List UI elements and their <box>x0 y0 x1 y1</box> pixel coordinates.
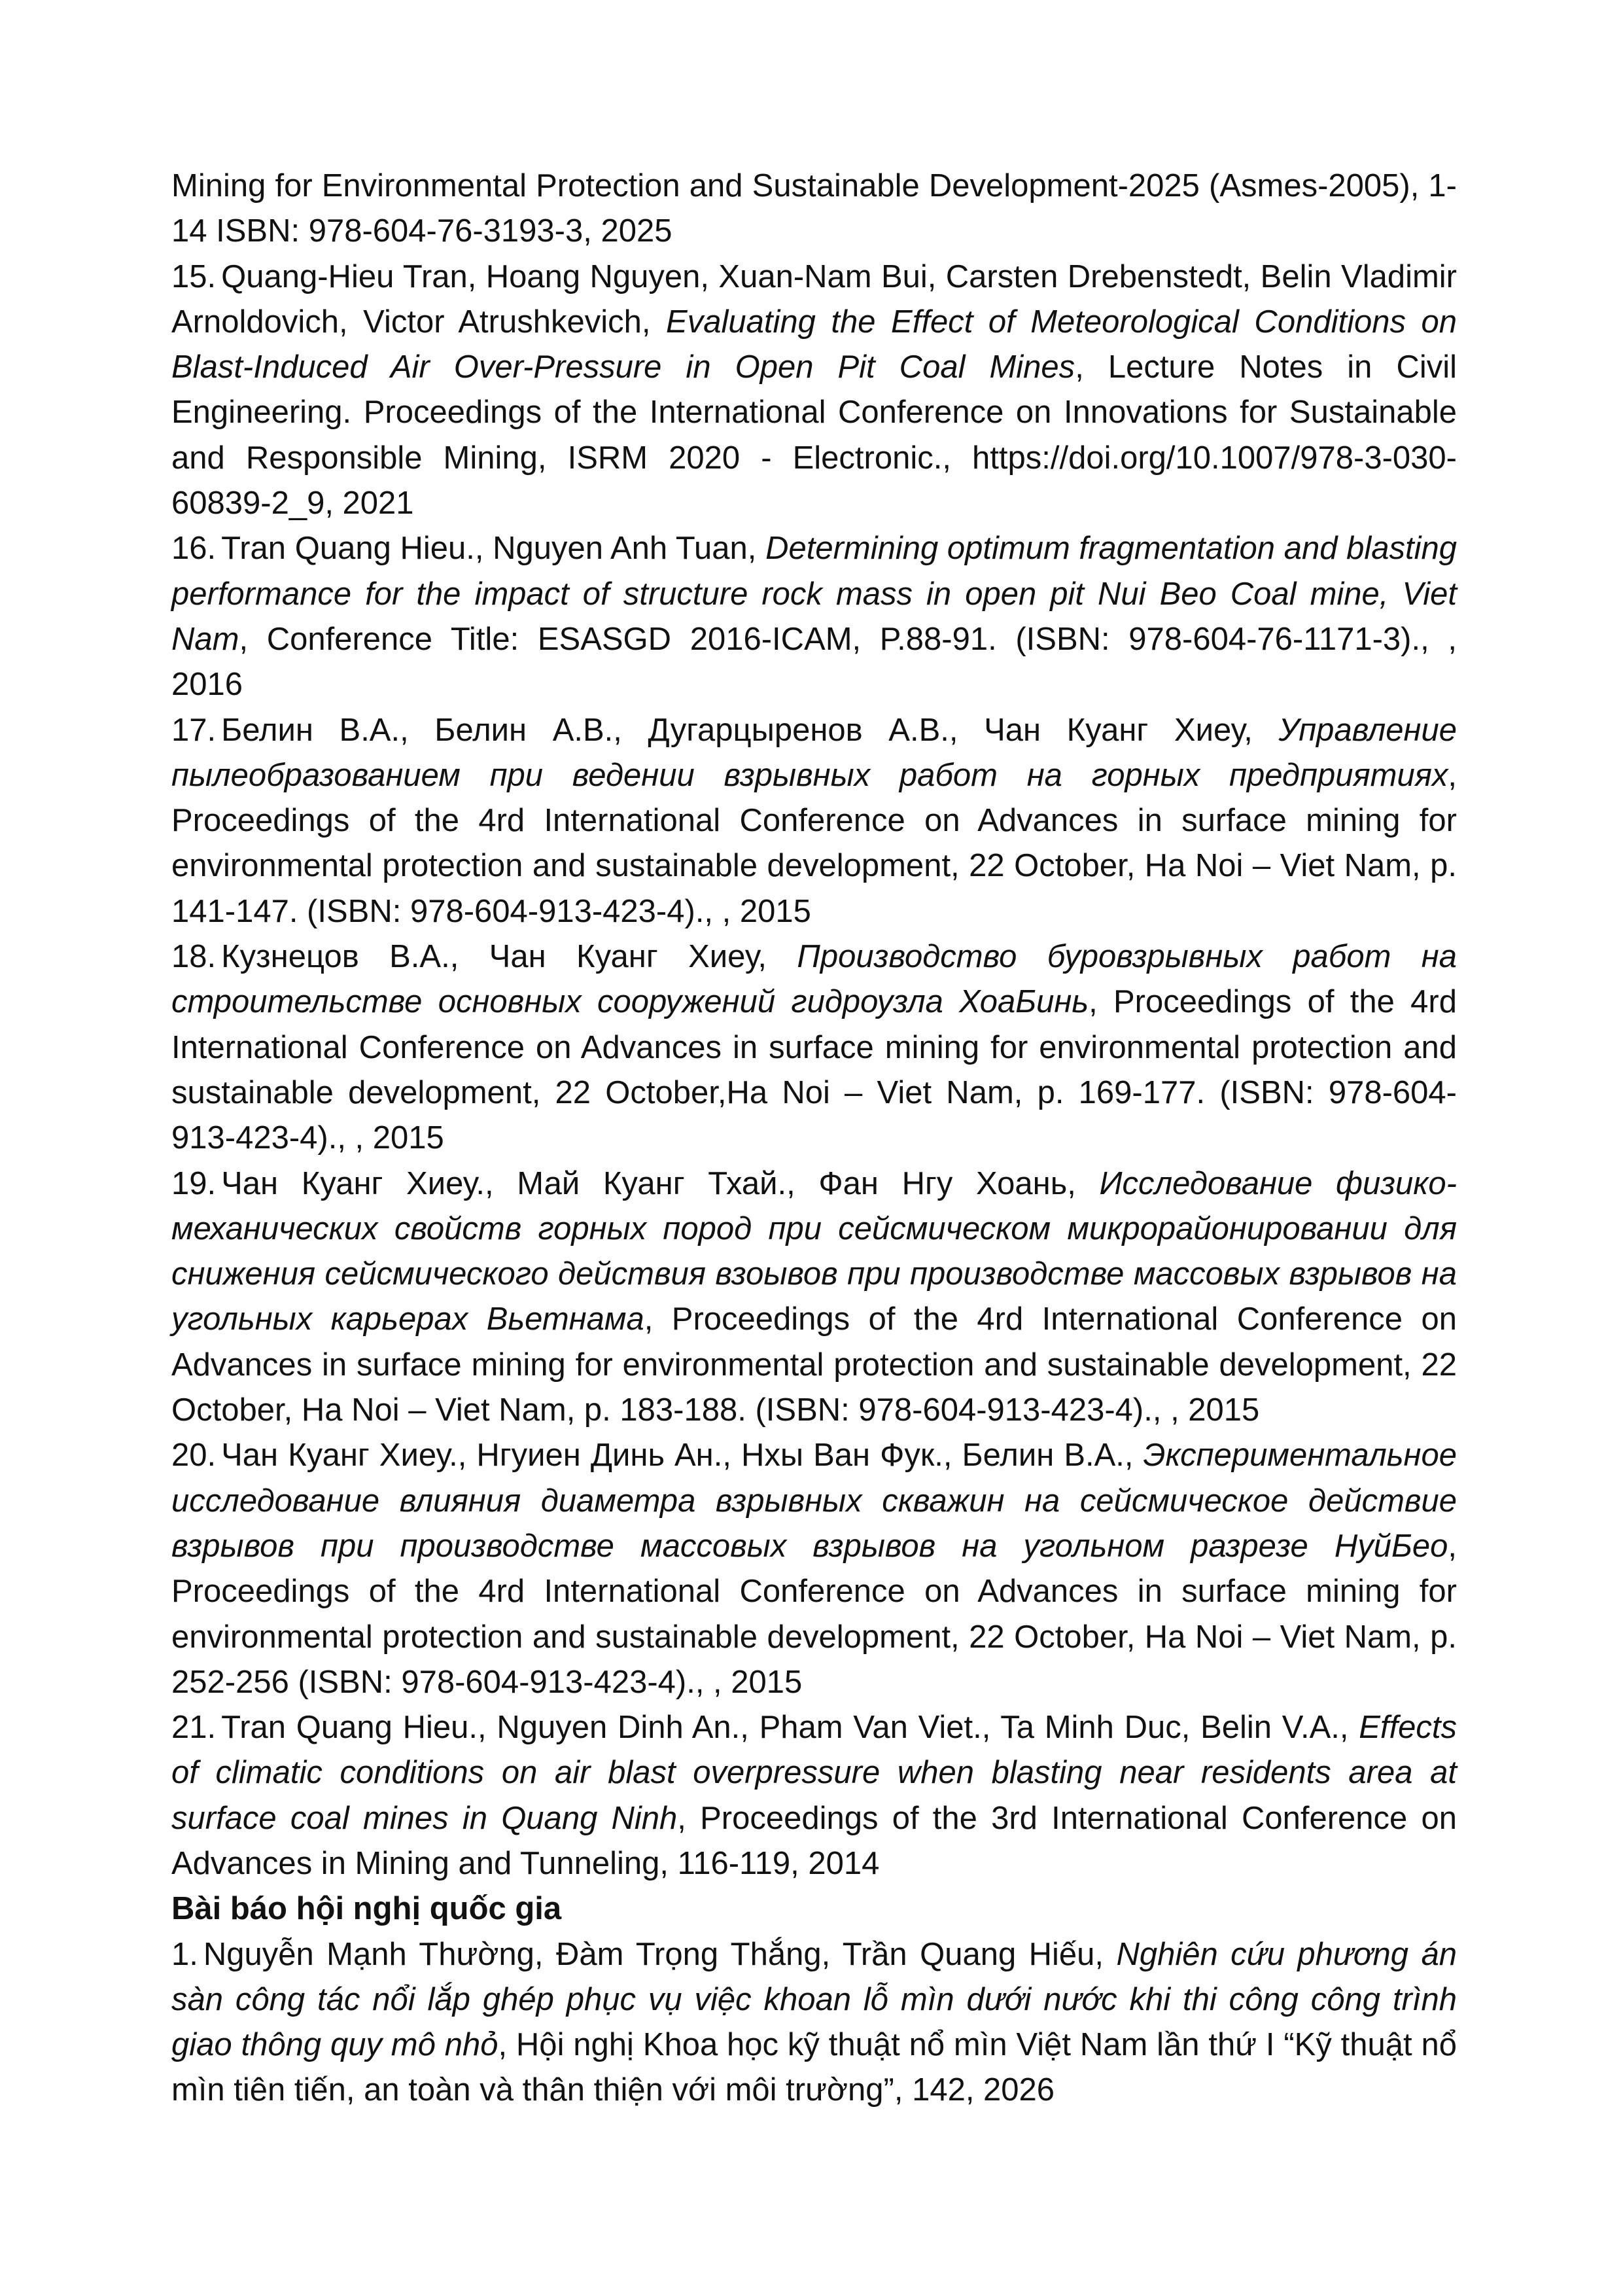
publication-entry <box>171 708 1457 934</box>
international-entries <box>171 255 1457 1887</box>
entry-authors: Tran Quang Hieu., Nguyen Anh Tuan, <box>221 531 757 567</box>
entry-authors: Tran Quang Hieu., Nguyen Dinh An., Pham Van Viet., Ta Minh Duc, Belin V.A., <box>221 1710 1349 1746</box>
entry-title: Исследование физико-механических свойств горных пород при сейсмическом микрорайонировании для снижения сейсмического действия взоывов при производстве массовых взрывов на угольных карьерах Вьетнама <box>171 1165 1457 1337</box>
entry-authors: Quang-Hieu Tran, Hoang Nguyen, Xuan-Nam Bui, Carsten Drebenstedt, Belin Vladimir Arnoldovich, Victor Atrushkevich, <box>171 258 1457 340</box>
entry-number: 20. <box>171 1438 217 1474</box>
publication-entry <box>171 1433 1457 1705</box>
continuation-text: Mining for Environmental Protection and Sustainable Development-2025 (Asmes-2005), 1-14 ISBN: 978-604-76-3193-3, 2025 <box>171 168 1457 249</box>
entry-authors: Кузнецов В.А., Чан Куанг Хиеу, <box>221 939 767 975</box>
entry-authors: Чан Куанг Хиеу., Нгуиен Динь Ан., Нхы Ван Фук., Белин В.А., <box>221 1438 1134 1474</box>
national-entries <box>171 1932 1457 2113</box>
entry-details: , Proceedings of the 4rd International Conference on Advances in surface mining for environmental protection and sustainable development, 22 October, Ha Noi – Viet Nam, p. 183-188. (ISBN: 978-604-913-423-4)., , 2015 <box>171 1301 1457 1428</box>
entry-details: , Lecture Notes in Civil Engineering. Proceedings of the International Conference on Innovations for Sustainable and Responsible Mining, ISRM 2020 - Electronic., https://doi.org/10.1007/978-3-030-60839-2_9, 2021 <box>171 349 1457 521</box>
entry-details: , Proceedings of the 4rd International Conference on Advances in surface mining for environmental protection and sustainable development, 22 October, Ha Noi – Viet Nam, p. 141-147. (ISBN: 978-604-913-423-4)., , 2015 <box>171 757 1457 929</box>
entry-details: , Proceedings of the 4rd International Conference on Advances in surface mining for environmental protection and sustainable development, 22 October,Ha Noi – Viet Nam, p. 169-177. (ISBN: 978-604-913-423-4)., , 2015 <box>171 984 1457 1156</box>
entry-number: 16. <box>171 531 217 567</box>
entry-details: , Proceedings of the 4rd International Conference on Advances in surface mining for environmental protection and sustainable development, 22 October, Ha Noi – Viet Nam, p. 252-256 (ISBN: 978-604-913-423-4)., , 2015 <box>171 1528 1457 1700</box>
entry-number: 18. <box>171 939 217 975</box>
entry-number: 17. <box>171 712 217 748</box>
entry-title: Effects of climatic conditions on air blast overpressure when blasting near residents area at surface coal mines in Quang Ninh <box>171 1710 1457 1836</box>
entry-details: , Proceedings of the 3rd International Conference on Advances in Mining and Tunneling, 116-119, 2014 <box>171 1800 1457 1881</box>
publication-entry <box>171 255 1457 527</box>
continuation-entry <box>171 164 1457 255</box>
entry-title: Determining optimum fragmentation and blasting performance for the impact of structure rock mass in open pit Nui Beo Coal mine, Viet Nam <box>171 531 1457 657</box>
section-heading: Bài báo hội nghị quốc gia <box>171 1891 562 1927</box>
entry-title: Nghiên cứu phương án sàn công tác nổi lắp ghép phục vụ việc khoan lỗ mìn dưới nước khi thi công công trình giao thông quy mô nhỏ <box>171 1936 1457 2063</box>
document-page <box>171 164 1457 2113</box>
publication-entry <box>171 1932 1457 2113</box>
entry-authors: Чан Куанг Хиеу., Май Куанг Тхай., Фан Нгу Хоань, <box>221 1165 1076 1201</box>
entry-number: 15. <box>171 258 217 294</box>
entry-title: Производство буровзрывных работ на строительстве основных сооружений гидроузла ХоаБинь <box>171 939 1457 1020</box>
entry-number: 19. <box>171 1165 217 1201</box>
entry-title: Экспериментальное исследование влияния диаметра взрывных скважин на сейсмическое действие взрывов при производстве массовых взрывов на угольном разрезе НуйБео <box>171 1438 1457 1564</box>
publication-entry <box>171 526 1457 707</box>
entry-title: Evaluating the Effect of Meteorological Conditions on Blast-Induced Air Over-Pressure in Open Pit Coal Mines <box>171 304 1457 385</box>
entry-details: , Hội nghị Khoa học kỹ thuật nổ mìn Việt Nam lần thứ I “Kỹ thuật nổ mìn tiên tiến, an toàn và thân thiện với môi trường”, 142, 2026 <box>171 2027 1457 2108</box>
entry-title: Управление пылеобразованием при ведении взрывных работ на горных предприятиях <box>171 712 1457 793</box>
entry-authors: Nguyễn Mạnh Thường, Đàm Trọng Thắng, Trần Quang Hiếu, <box>203 1936 1104 1972</box>
publication-entry <box>171 1161 1457 1434</box>
entry-details: , Conference Title: ESASGD 2016-ICAM, P.88-91. (ISBN: 978-604-76-1171-3)., , 2016 <box>171 621 1457 703</box>
entry-authors: Белин В.А., Белин А.В., Дугарцыренов А.В., Чан Куанг Хиеу, <box>221 712 1253 748</box>
publication-entry <box>171 1705 1457 1886</box>
entry-number: 1. <box>171 1936 198 1972</box>
publication-entry <box>171 934 1457 1161</box>
entry-number: 21. <box>171 1710 217 1746</box>
